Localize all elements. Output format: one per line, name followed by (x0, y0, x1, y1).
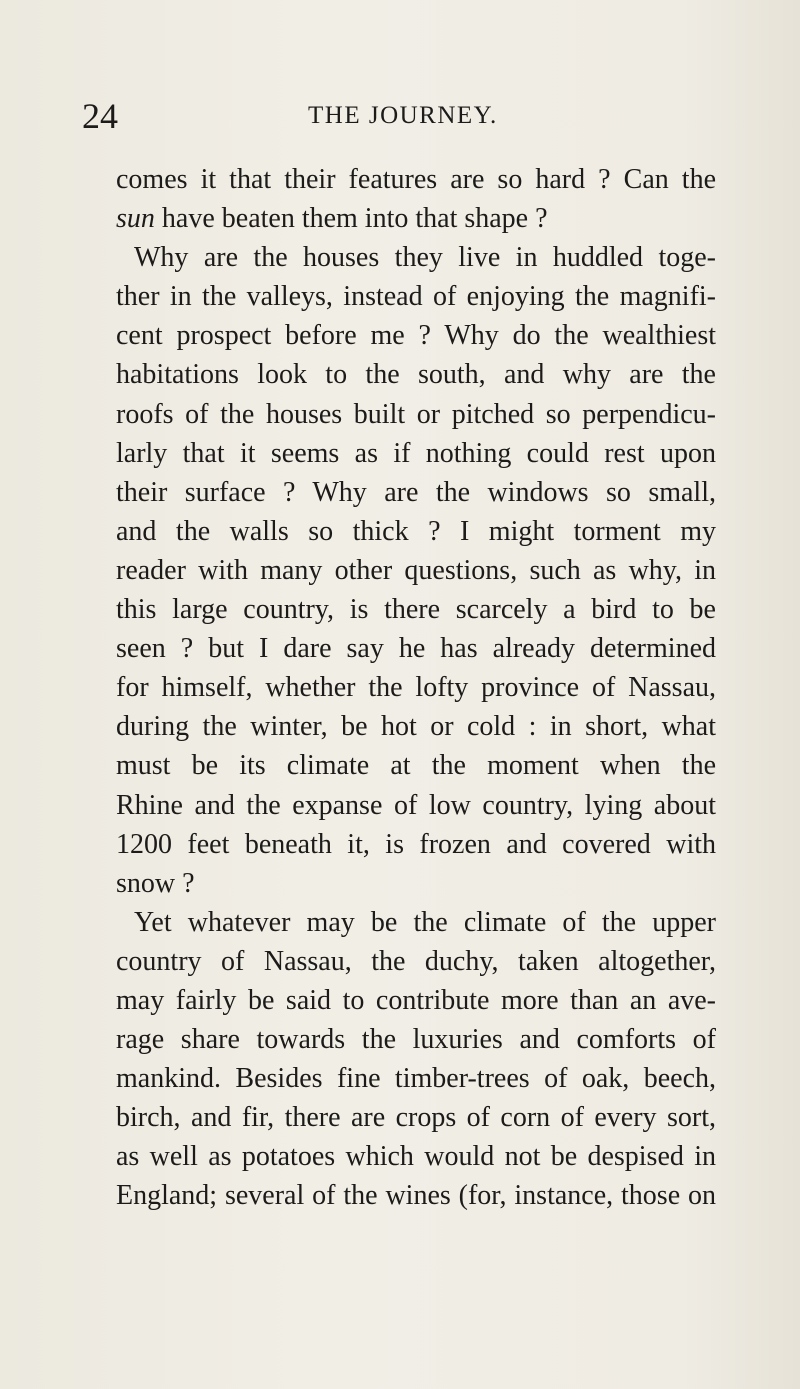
text-line: snow ? (116, 867, 195, 899)
text-line: reader with many other questions, such as why, in (116, 554, 716, 586)
body-text (116, 160, 716, 1216)
text-line: for himself, whether the lofty province of Nassau, (116, 672, 716, 704)
paragraph-start-line: Why are the houses they live in huddled toge- (134, 242, 716, 274)
text-line: roofs of the houses built or pitched so perpendicu- (116, 398, 716, 430)
text-line: rage share towards the luxuries and comforts of (116, 1024, 716, 1056)
text-line-rest: have beaten them into that shape ? (154, 203, 548, 235)
text-line: comes it that their features are so hard ? Can the (116, 164, 716, 195)
italic-word: sun (116, 203, 155, 235)
text-line: cent prospect before me ? Why do the wealthiest (116, 320, 716, 352)
running-head: THE JOURNEY. (308, 102, 498, 129)
text-line: their surface ? Why are the windows so small, (116, 476, 716, 508)
text-line: mankind. Besides fine timber-trees of oak, beech, (116, 1063, 716, 1095)
page-number: 24 (82, 96, 118, 136)
paragraph-start-line: Yet whatever may be the climate of the upper (134, 906, 716, 938)
page-header (82, 92, 718, 140)
text-line: England; several of the wines (for, instance, those on (116, 1180, 716, 1212)
text-line: country of Nassau, the duchy, taken altogether, (116, 945, 716, 977)
text-line: birch, and fir, there are crops of corn of every sort, (116, 1102, 716, 1134)
text-line: may fairly be said to contribute more than an ave- (116, 984, 716, 1016)
text-line: Rhine and the expanse of low country, lying about (116, 789, 716, 821)
text-line: as well as potatoes which would not be despised in (116, 1141, 716, 1173)
text-line: and the walls so thick ? I might torment my (116, 515, 716, 547)
text-line: larly that it seems as if nothing could rest upon (116, 437, 716, 469)
text-line (116, 199, 716, 238)
text-line: 1200 feet beneath it, is frozen and covered with (116, 828, 716, 860)
text-line: seen ? but I dare say he has already determined (116, 633, 716, 665)
text-line: this large country, is there scarcely a bird to be (116, 594, 716, 626)
text-line: must be its climate at the moment when the (116, 750, 716, 782)
text-line: ther in the valleys, instead of enjoying the magnifi- (116, 281, 716, 313)
text-line: habitations look to the south, and why are the (116, 359, 716, 391)
text-line: during the winter, be hot or cold : in short, what (116, 711, 716, 743)
